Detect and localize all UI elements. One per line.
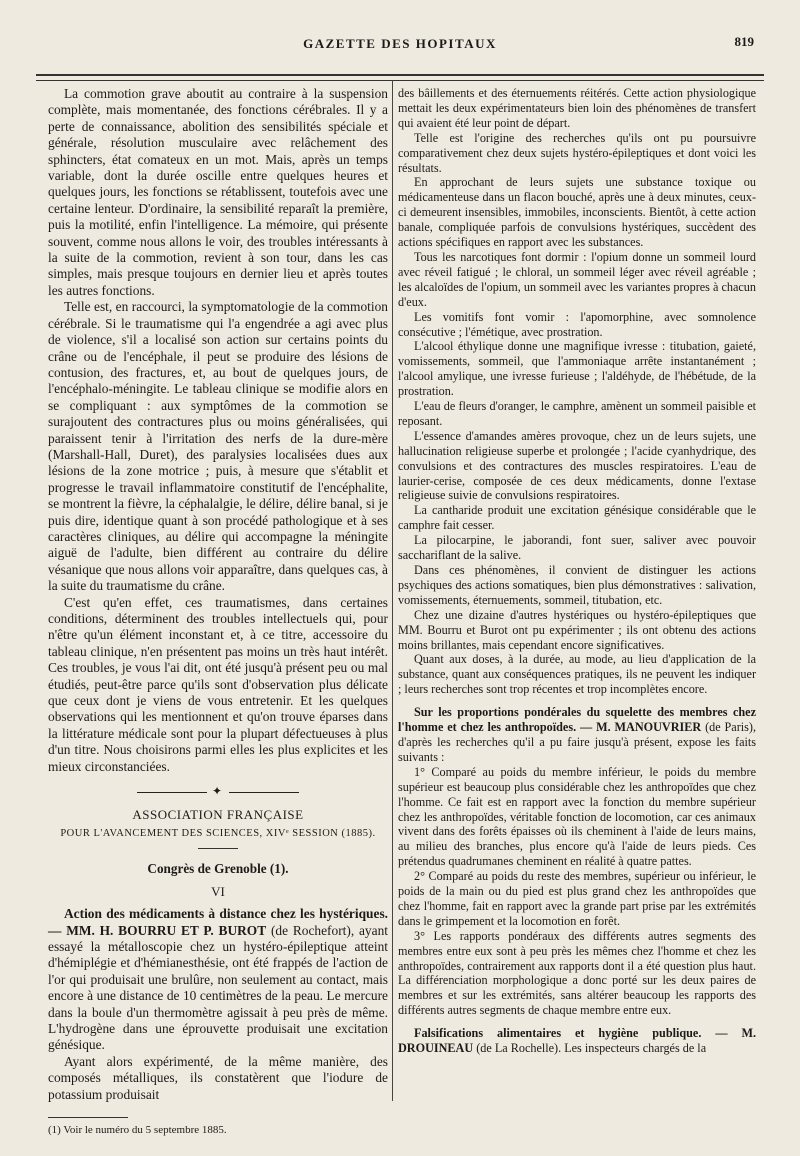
part-number: VI [211, 883, 225, 899]
article-text: (de Rochefort), ayant essayé la métalloscopie chez un hystéro-épileptique atteint d'hémiplégie et d'hémianesthésie, ont été frappés de l'action de l'or qui produisait une brulûre, non seulement au contact, mais encore à une distance de 10 centimètres de la peau. Le mercure dans la boule d'un thermomètre agissait à peu près de même. L'hydrogène dans une éprouvette produisait une excitation génésique. [48, 922, 388, 1053]
article-paragraph [398, 1026, 756, 1056]
paragraph: C'est qu'en effet, ces traumatismes, dans certaines conditions, déterminent des troubles intellectuels qui, pour n'être qu'un élément inconstant et, à ce titre, accessoire du tableau clinique, n'en présentent pas moins un très haut intérêt. Ces troubles, je vous l'ai dit, ont été jusqu'à présent peu ou mal étudiés, peut-être parce qu'ils sont d'observation plus délicate que ceux dont je viens de vous entretenir. Et les quelques observations qui les mentionnent et qu'on trouve éparses dans la littérature médicale sont pour la plupart défectueuses à plus d'un titre. Nous choisirons parmi elles les plus explicites et les mieux circonstanciées. [48, 594, 388, 774]
page-header [36, 34, 764, 56]
section-heading: ASSOCIATION FRANÇAISE [132, 807, 304, 823]
paragraph: Chez une dizaine d'autres hystériques ou hystéro-épileptiques que MM. Bourru et Burot ont pu expérimenter ; ils ont obtenu des actions moins brillantes, mais cependant encore significatives. [398, 607, 756, 652]
paragraph: En approchant de leurs sujets une substance toxique ou médicamenteuse dans un flacon bouché, après une à deux minutes, ceux-ci demeurent insensibles, immobiles, inconscients. Bientôt, à cette action banale, compliquée parfois de convulsions hystériques, succèdent des actions spécifiques en rapport avec les substances. [398, 175, 756, 250]
short-rule [198, 848, 238, 849]
article-authors: — MM. H. BOURRU ET P. BUROT [48, 922, 267, 938]
article-paragraph [398, 705, 756, 765]
paragraph: La pilocarpine, le jaborandi, font suer, saliver avec pouvoir sacchariflant de la salive. [398, 533, 756, 563]
list-item: 2° Comparé au poids du reste des membres, supérieur ou inférieur, le poids de la main ou du pied est plus grand chez les anthropoïdes que chez l'homme, fait en rapport avec la grande part prise par les extrémités dans le grimpement et la locomotion en forêt. [398, 869, 756, 928]
paragraph: La commotion grave aboutit au contraire à la suspension complète, mais momentanée, des fonctions cérébrales. Il y a perte de connaissance, abolition des sensibilités spéciale et générale, résolution musculaire avec relâchement des sphincters, état comateux en un mot. Mais, après un temps variable, dont la durée oscille entre quelques heures et quelques jours, les fonctions se rétablissent, toutefois avec une certaine lenteur. D'ordinaire, la sensibilité reparaît la première, puis la motilité, enfin l'intelligence. La mémoire, qui présente souvent, comme nous allons le voir, des troubles intéressants à la suite de la commotion, revient à son tour, dans les cas simples, mais presque toujours en dernier lieu et après toutes les autres fonctions. [48, 86, 388, 298]
footnote: (1) Voir le numéro du 5 septembre 1885. [48, 1123, 227, 1136]
column-divider [392, 80, 393, 1101]
left-column [48, 86, 388, 1136]
paragraph: Tous les narcotiques font dormir : l'opium donne un sommeil lourd avec réveil fatigué ; le chloral, un sommeil léger avec réveil agréable ; les alcaloïdes de l'opium, un sommeil avec les variantes propres à chacun d'eux. [398, 249, 756, 309]
article-paragraph [48, 906, 388, 1054]
paragraph: Dans ces phénomènes, il convient de distinguer les actions psychiques des actions somatiques, bien plus démonstratives : salivation, vomissements, éternuements, sommeil, titubation, etc. [398, 563, 756, 607]
paragraph: des bâillements et des éternuements réitérés. Cette action physiologique mettait les deux expérimentateurs bien loin des phénomènes de transfert qui avaient été leur point de départ. [398, 86, 756, 130]
paragraph: Quant aux doses, à la durée, au mode, au lieu d'application de la substance, quant aux conséquences pratiques, ils ne peuvent les indiquer ; leurs recherches sont trop récentes et trop incomplètes encore. [398, 652, 756, 697]
right-column [398, 86, 756, 1096]
header-rule-thin [36, 80, 764, 81]
list-item: 3° Les rapports pondéraux des différents autres segments des membres entre eux sont à peu près les mêmes chez l'homme et chez les anthropoïdes, contrairement aux rapports dont il a été question plus haut. La différenciation morphologique a donc porté sur les deux paires de membres et sur les extrémités, sans altérer beaucoup les rapports des différents autres segments de chaque membre entre eux. [398, 928, 756, 1018]
header-rule-thick [36, 74, 764, 76]
paragraph: Telle est l'origine des recherches qu'ils ont pu poursuivre comparativement chez deux sujets hystéro-épileptiques et dont voici les résultats. [398, 130, 756, 175]
paragraph: L'eau de fleurs d'oranger, le camphre, amènent un sommeil paisible et reposant. [398, 399, 756, 428]
paragraph: Les vomitifs font vomir : l'apomorphine, avec somnolence consécutive ; l'émétique, avec prostration. [398, 309, 756, 339]
paragraph: Ayant alors expérimenté, de la même manière, des composés métalliques, ils constatèrent que l'iodure de potassium produisait [48, 1053, 388, 1102]
paragraph: L'essence d'amandes amères provoque, chez un de leurs sujets, une hallucination religieuse superbe et prolongée ; l'acide cyanhydrique, des convulsions et des contractures des muscles respiratoires. L'eau de laurier-cerise, composée de ces deux médicaments, donne l'extase religieuse suivie de convulsions respiratoires. [398, 428, 756, 503]
list-item: 1° Comparé au poids du membre inférieur, le poids du membre supérieur est beaucoup plus considérable chez les anthropoïdes que chez l'homme. Ce fait est en rapport avec la fonction du membre supérieur chez les anthropoïdes, véritable fonction de locomotion, car ces animaux vivent dans des forêts épaisses où ils cheminent à l'aide de leurs mains, au milieu des branches, plus encore qu'à l'aide de leurs pieds. Ces prétendus quadrumanes cheminent en réalité à quatre pattes. [398, 764, 756, 869]
article-title: Action des médicaments à distance chez les hystériques. [64, 906, 388, 922]
article-title: Sur les proportions pondérales du squelette des membres chez l'homme et chez les anthropoïdes. [398, 705, 756, 735]
article-title: Falsifications alimentaires et hygiène publique. [414, 1026, 702, 1041]
paragraph: Telle est, en raccourci, la symptomatologie de la commotion cérébrale. Si le traumatisme qui l'a engendrée a agi avec plus de violence, s'il a localisé son action sur certains points du crâne ou de l'encéphale, il peut se produire des lésions de contusion, des fractures, et, au bout de quelques jours, de l'encéphalo-méningite. Le tableau clinique se modifie alors en se compliquant : aux symptômes de la commotion se surajoutent des contractures plus ou moins généralisées, qui paraissent tenir à l'irritation des nerfs de la dure-mère (Marshall-Hall, Duret), des paralysies localisées dues aux lésions de la zone motrice ; puis, à mesure que s'établit et progresse le travail inflammatoire constitutif de l'encéphalite, se montrent la fièvre, la céphalalgie, le délire, délire banal, si je puis dire, identique quant à son procédé pathologique et à ses caractères cliniques, au délire qui accompagne la méningite aiguë de l'adulte, bien différent au contraire du délire vésanique que nous allons voir apparaître, dans quelques cas, à la suite du traumatisme du crâne. [48, 299, 388, 594]
paragraph: L'alcool éthylique donne une magnifique ivresse : titubation, gaieté, vomissements, sommeil, que l'ammoniaque arrête instantanément ; l'alcool amylique, une ivresse furieuse ; l'aldéhyde, de l'hébétude, de la prostration. [398, 339, 756, 399]
paragraph: La cantharide produit une excitation génésique considérable que le camphre fait cesser. [398, 503, 756, 533]
page-number: 819 [734, 34, 754, 49]
article-authors: — M. DROUINEAU [398, 1026, 756, 1056]
article-text: (de Paris), d'après les recherches qu'il a pu faire jusqu'à présent, expose les faits suivants : [398, 720, 756, 764]
section-subheading: POUR L'AVANCEMENT DES SCIENCES, XIVᵉ SESSION (1885). [60, 827, 376, 839]
congress-title: Congrès de Grenoble (1). [147, 861, 289, 877]
article-authors: — M. MANOUVRIER [580, 720, 702, 735]
journal-title: GAZETTE DES HOPITAUX [303, 36, 497, 51]
article-text: (de La Rochelle). Les inspecteurs chargés de la [473, 1041, 707, 1056]
section-ornament: ✦ [48, 783, 388, 799]
footnote-rule [48, 1117, 128, 1118]
